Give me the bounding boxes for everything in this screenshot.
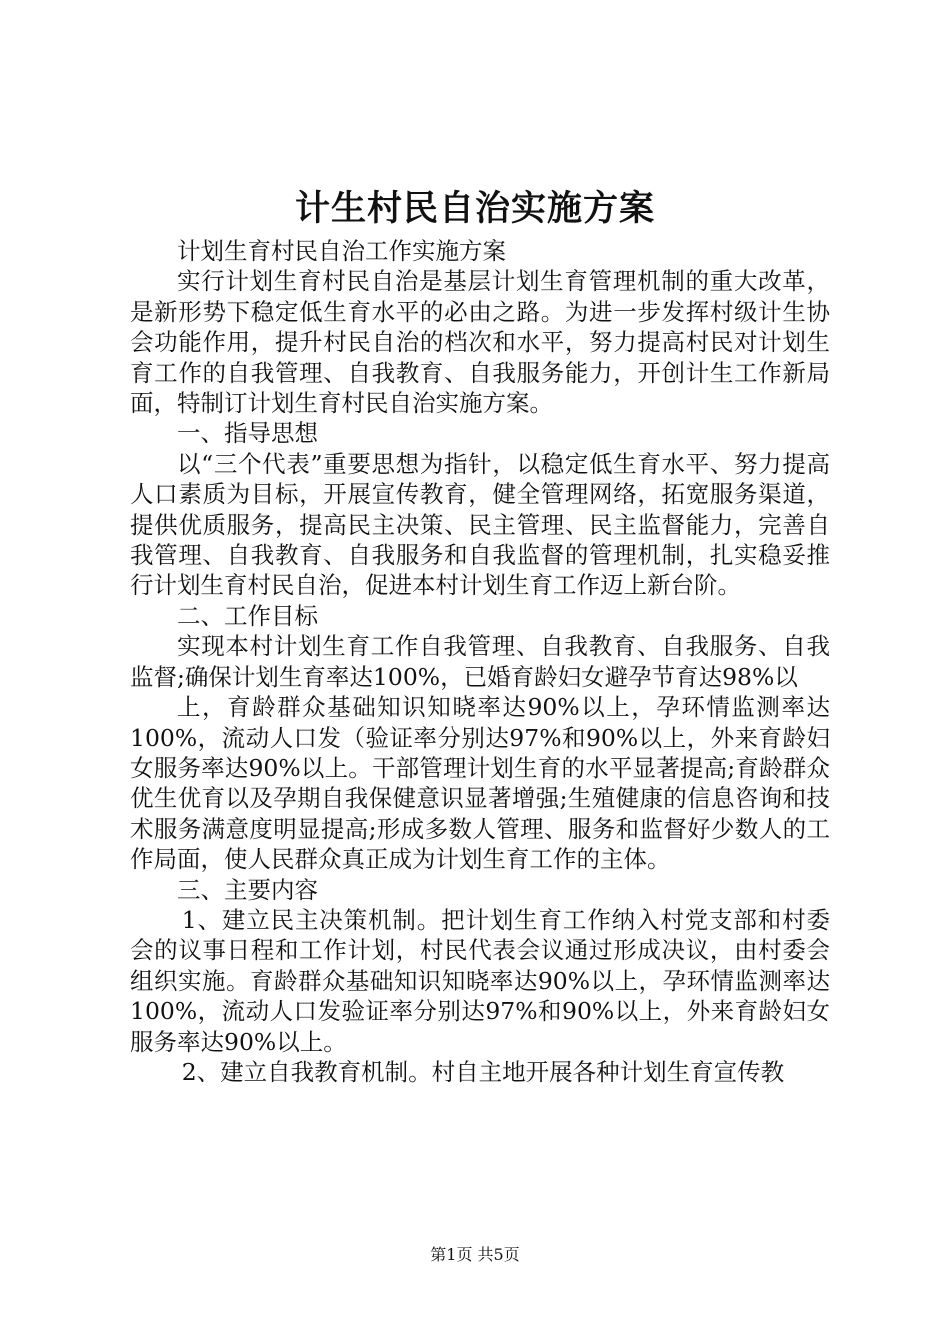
page-number-footer: 第1页 共5页 [430,1245,520,1264]
section-heading-work-goals: 二、工作目标 [177,601,318,630]
list-item-self-education: 2、建立自我教育机制。村自主地开展各种计划生育宣传教 [181,1057,785,1086]
section-heading-main-content: 三、主要内容 [177,875,318,904]
work-goals-paragraph: 实现本村计划生育工作自我管理、自我教育、自我服务、自我监督;确保计划生育率达100%，已婚育龄妇女避孕节育达98%以 [130,632,830,691]
subtitle-paragraph: 计划生育村民自治工作实施方案 [177,237,506,265]
section-heading-guiding-ideology: 一、指导思想 [177,419,318,448]
document-title: 计生村民自治实施方案 [294,188,655,229]
work-goals-continued-paragraph: 上，育龄群众基础知识知晓率达90%以上，孕环情监测率达100%，流动人口发（验证率分别达97%和90%以上，外来育龄妇女服务率达90%以上。干部管理计划生育的水平显著提高;育龄群众优生优育以及孕期自我保健意识显著增强;生殖健康的信息咨询和技术服务满意度明显提高;形成多数人管理、服务和监督好少数人的工作局面，使人民群众真正成为计划生育工作的主体。 [130,693,830,874]
guiding-ideology-paragraph: 以“三个代表”重要思想为指针，以稳定低生育水平、努力提高人口素质为目标，开展宣传教育，健全管理网络，拓宽服务渠道，提供优质服务，提高民主决策、民主管理、民主监督能力，完善自我管理、自我教育、自我服务和自我监督的管理机制，扎实稳妥推行计划生育村民自治，促进本村计划生育工作迈上新台阶。 [130,449,830,600]
intro-paragraph: 实行计划生育村民自治是基层计划生育管理机制的重大改革，是新形势下稳定低生育水平的必由之路。为进一步发挥村级计生协会功能作用，提升村民自治的档次和水平，努力提高村民对计划生育工作的自我管理、自我教育、自我服务能力，开创计生工作新局面，特制订计划生育村民自治实施方案。 [130,267,830,418]
list-item-democratic-decision: 1、建立民主决策机制。把计划生育工作纳入村党支部和村委会的议事日程和工作计划，村民代表会议通过形成决议，由村委会组织实施。育龄群众基础知识知晓率达90%以上，孕环情监测率达100%，流动人口发验证率分别达97%和90%以上，外来育龄妇女服务率达90%以上。 [130,905,830,1056]
document-body [130,236,830,1087]
